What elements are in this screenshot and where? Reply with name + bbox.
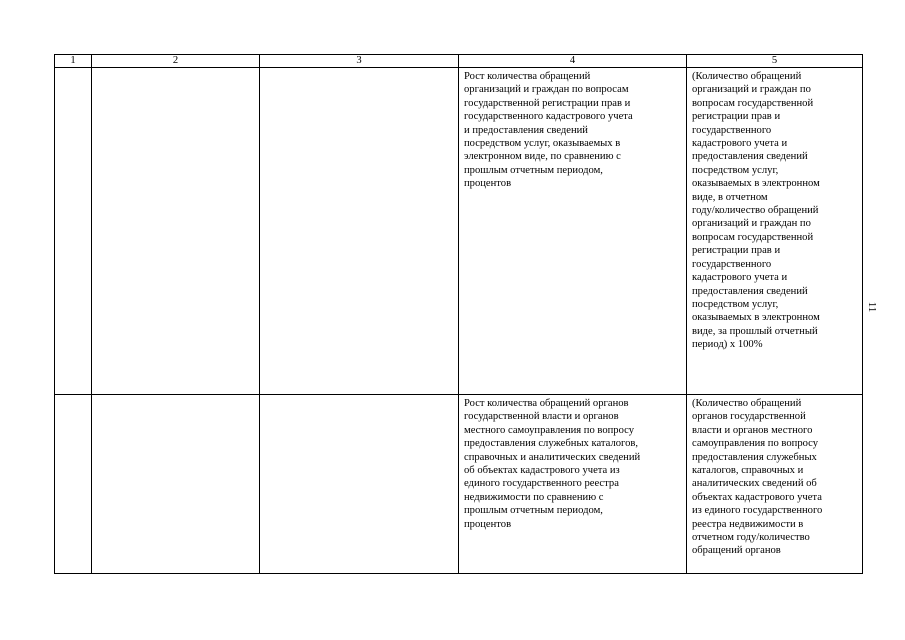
- column-number-2: 2: [92, 55, 260, 68]
- column-number-1: 1: [55, 55, 92, 68]
- indicator-cell: [459, 395, 687, 574]
- column-number-3: 3: [260, 55, 459, 68]
- page-number: 11: [866, 301, 878, 313]
- indicator-cell: [459, 68, 687, 395]
- column-number-row: [55, 55, 863, 68]
- formula-text: (Количество обращений органов государственной власти и органов местного самоуправления по вопросу предоставления служебных каталогов, справочных и аналитических сведений об объектах кадастрового учета из единого государственного реестра недвижимости в отчетном году/количество обращений органов: [692, 398, 823, 557]
- column-number-5: 5: [687, 55, 863, 68]
- table-cell-col2: [92, 395, 260, 574]
- table-cell-col3: [260, 395, 459, 574]
- table-cell-col1: [55, 68, 92, 395]
- indicators-table: [54, 54, 863, 574]
- indicator-text: Рост количества обращений организаций и граждан по вопросам государственной регистрации прав и государственного кадастрового учета и предоставления сведений посредством услуг, оказываемых в электронном виде, по сравнению с прошлым отчетным периодом, процентов: [464, 71, 633, 190]
- table-row: [55, 68, 863, 395]
- table-cell-col1: [55, 395, 92, 574]
- table-cell-col2: [92, 68, 260, 395]
- formula-cell: [687, 68, 863, 395]
- indicator-text: Рост количества обращений органов государственной власти и органов местного самоуправления по вопросу предоставления служебных каталогов, справочных и аналитических сведений об объектах кадастрового учета из единого государственного реестра недвижимости по сравнению с прошлым отчетным периодом, процентов: [464, 398, 641, 530]
- formula-text: (Количество обращений организаций и граждан по вопросам государственной регистрации прав и государственного кадастрового учета и предоставления сведений посредством услуг, оказываемых в электронном виде, в отчетном году/количество обращений организаций и граждан по вопросам государственной регистрации прав и государственного кадастрового учета и предоставления сведений посредством услуг, оказываемых в электронном виде, за прошлый отчетный период) x 100%: [692, 71, 820, 351]
- column-number-4: 4: [459, 55, 687, 68]
- table-cell-col3: [260, 68, 459, 395]
- table-row: [55, 395, 863, 574]
- formula-cell: [687, 395, 863, 574]
